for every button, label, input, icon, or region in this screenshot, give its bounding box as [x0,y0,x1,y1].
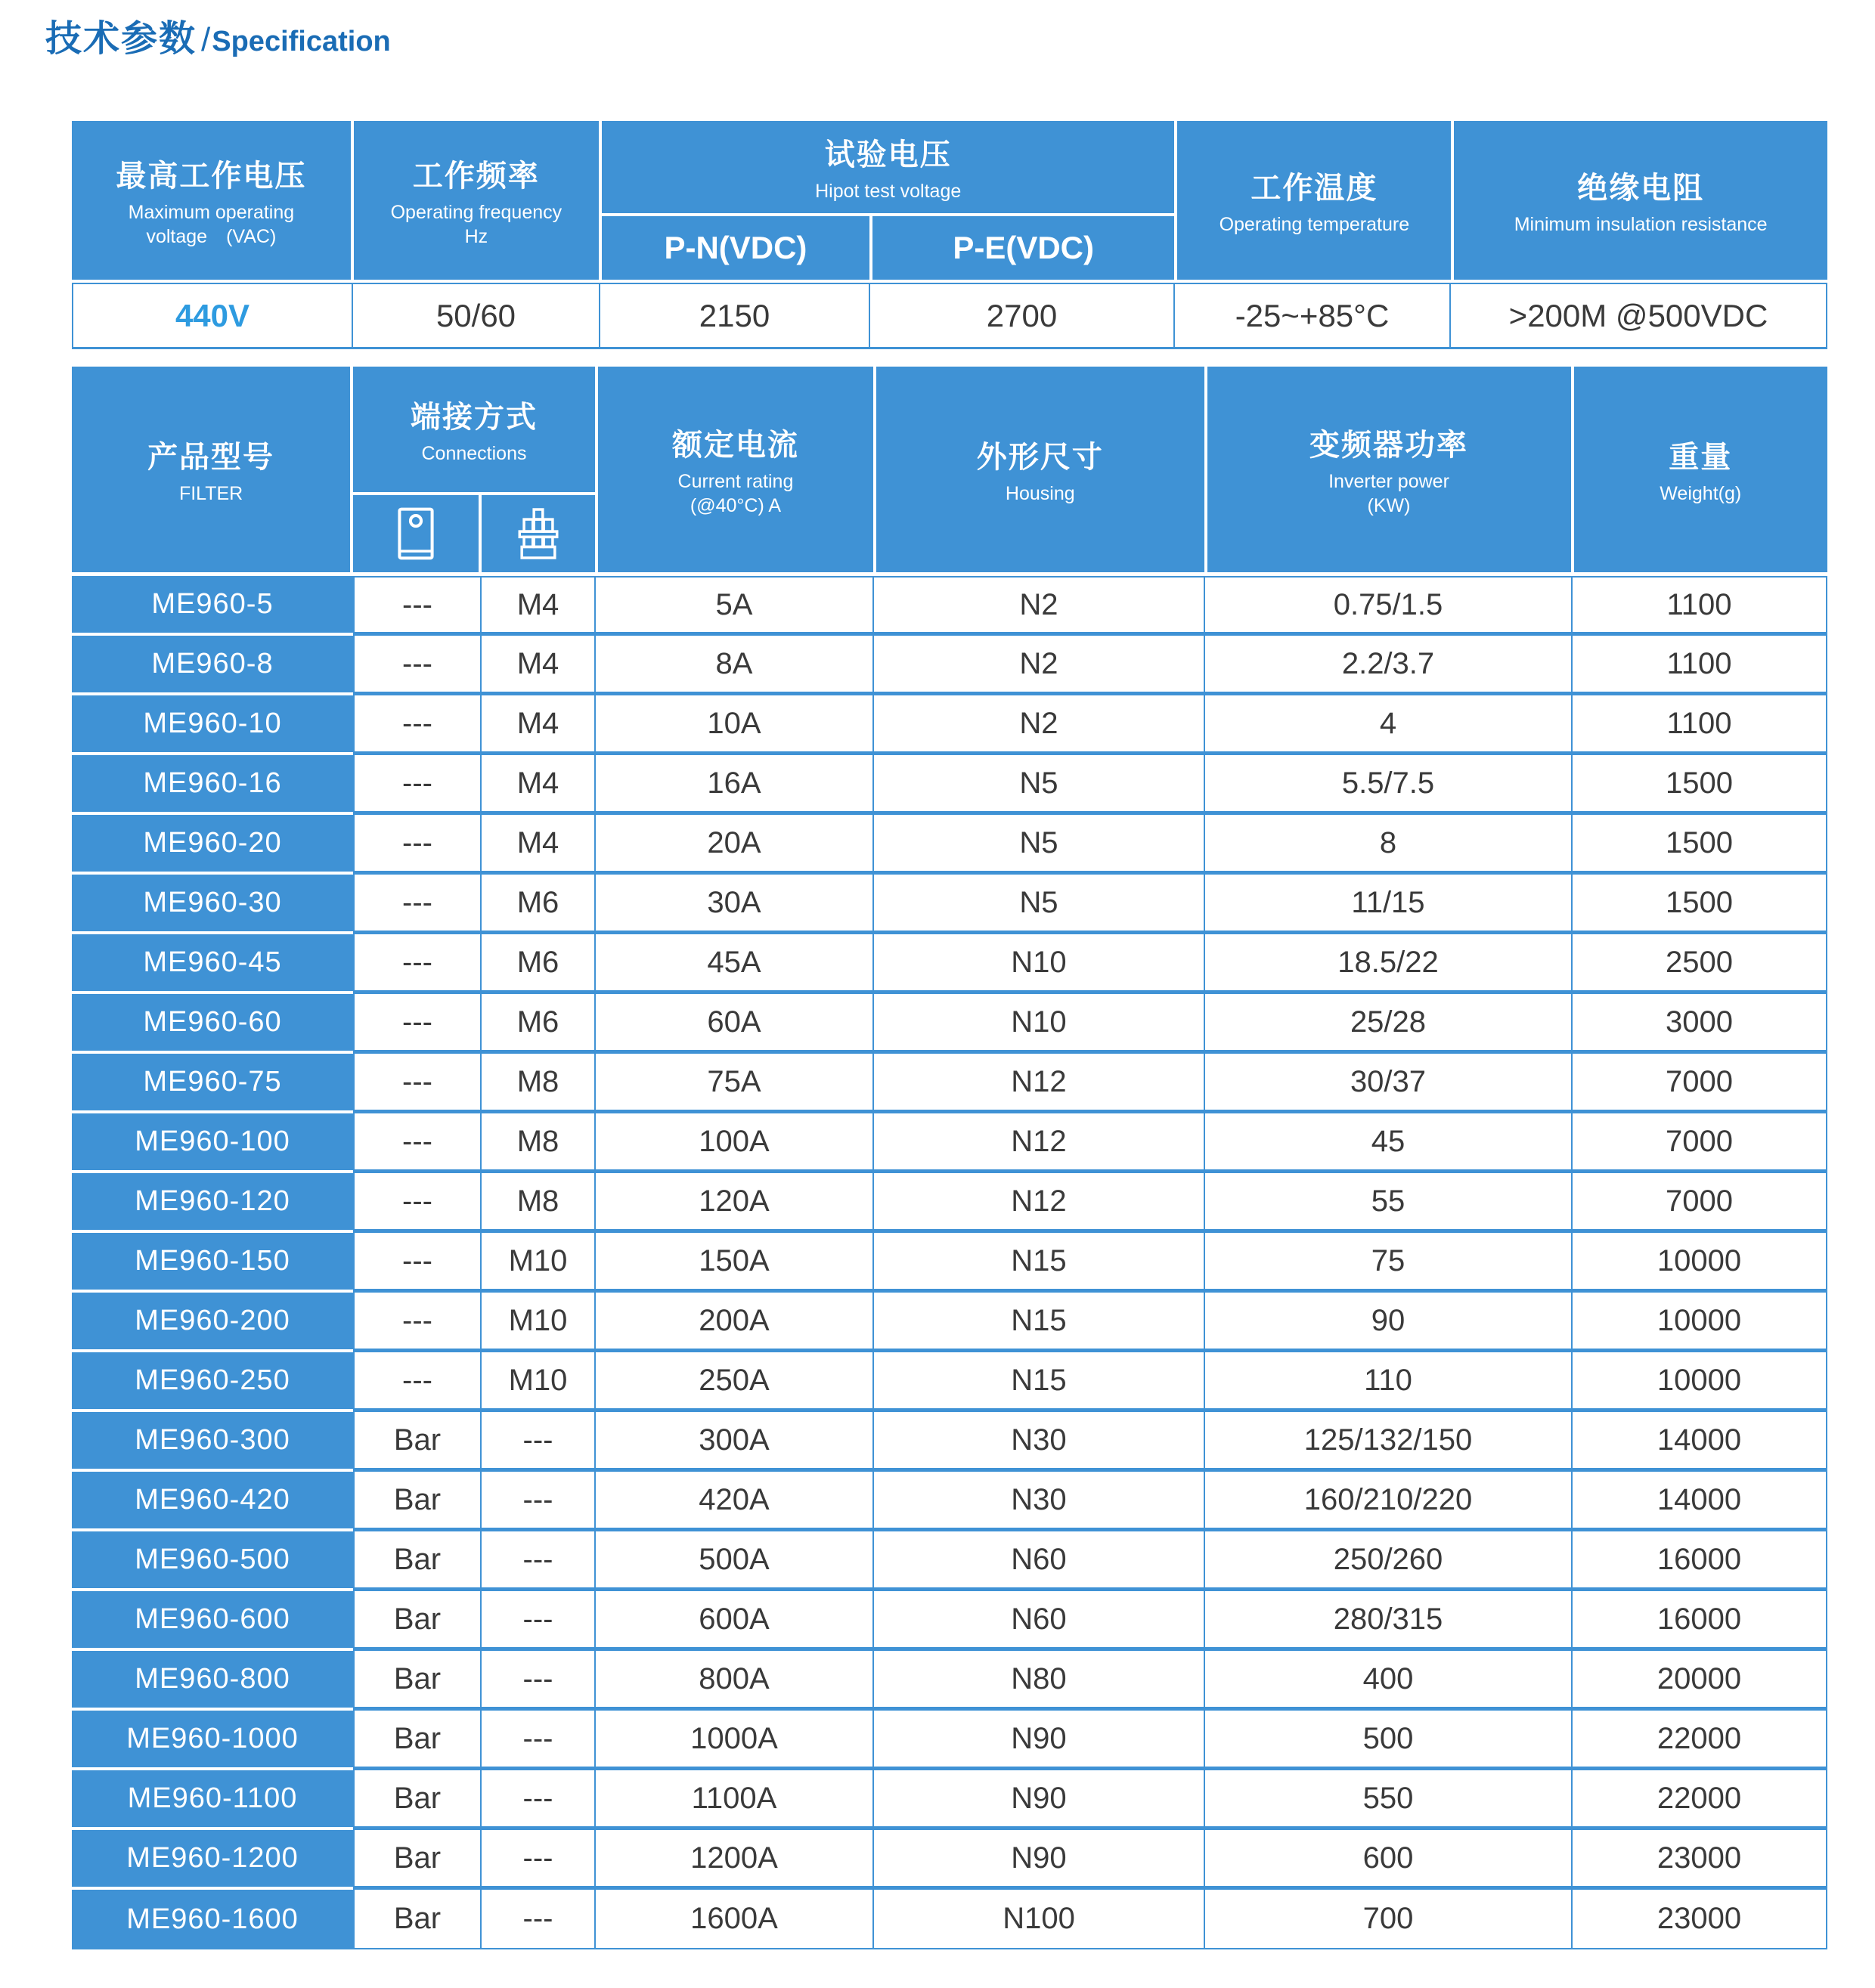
table-row [72,1113,1827,1173]
value-max-voltage: 440V [72,283,353,349]
table-row [72,1830,1827,1890]
power-cell: 8 [1204,815,1571,875]
model-cell: ME960-250 [72,1352,353,1412]
header-model: 产品型号 FILTER [72,367,350,572]
power-cell: 30/37 [1204,1054,1571,1113]
weight-cell: 22000 [1571,1770,1827,1830]
connection-wire-cell: Bar [353,1531,480,1591]
connection-stud-cell: --- [480,1830,594,1890]
weight-cell: 7000 [1571,1113,1827,1173]
table-row [72,636,1827,695]
weight-cell: 2500 [1571,934,1827,994]
connection-stud-cell: M6 [480,934,594,994]
housing-cell: N12 [872,1173,1204,1233]
power-cell: 700 [1204,1890,1571,1949]
header-current: 额定电流 Current rating (@40°C) A [598,367,873,572]
weight-cell: 7000 [1571,1173,1827,1233]
weight-cell: 16000 [1571,1591,1827,1651]
weight-cell: 1500 [1571,815,1827,875]
weight-cell: 10000 [1571,1293,1827,1352]
current-cell: 1200A [594,1830,872,1890]
value-insulation: >200M @500VDC [1451,283,1827,349]
connection-wire-cell: Bar [353,1412,480,1472]
model-cell: ME960-1100 [72,1770,353,1830]
housing-cell: N10 [872,994,1204,1054]
connection-wire-cell: --- [353,576,480,636]
model-cell: ME960-45 [72,934,353,994]
housing-cell: N2 [872,576,1204,636]
power-cell: 5.5/7.5 [1204,755,1571,815]
connection-wire-cell: --- [353,1054,480,1113]
housing-cell: N60 [872,1531,1204,1591]
housing-cell: N60 [872,1591,1204,1651]
power-cell: 0.75/1.5 [1204,576,1571,636]
table-row [72,576,1827,636]
model-cell: ME960-1200 [72,1830,353,1890]
weight-cell: 10000 [1571,1233,1827,1293]
weight-cell: 22000 [1571,1711,1827,1770]
current-cell: 120A [594,1173,872,1233]
housing-cell: N80 [872,1651,1204,1711]
housing-cell: N100 [872,1890,1204,1949]
housing-cell: N30 [872,1472,1204,1531]
weight-cell: 14000 [1571,1412,1827,1472]
power-cell: 250/260 [1204,1531,1571,1591]
connection-wire-cell: --- [353,1352,480,1412]
weight-cell: 14000 [1571,1472,1827,1531]
power-cell: 11/15 [1204,875,1571,934]
table-row [72,1531,1827,1591]
model-cell: ME960-600 [72,1591,353,1651]
housing-cell: N15 [872,1352,1204,1412]
connection-stud-cell: M4 [480,636,594,695]
model-table [72,367,1827,1949]
connection-stud-cell: M10 [480,1293,594,1352]
value-temperature: -25~+85°C [1175,283,1451,349]
power-cell: 4 [1204,695,1571,755]
model-cell: ME960-1000 [72,1711,353,1770]
power-cell: 25/28 [1204,994,1571,1054]
connection-stud-cell: M8 [480,1054,594,1113]
current-cell: 8A [594,636,872,695]
model-cell: ME960-120 [72,1173,353,1233]
current-cell: 30A [594,875,872,934]
connection-wire-cell: --- [353,934,480,994]
model-cell: ME960-100 [72,1113,353,1173]
header-frequency: 工作频率 Operating frequency Hz [354,121,599,280]
table-row [72,875,1827,934]
model-cell: ME960-30 [72,875,353,934]
housing-cell: N2 [872,695,1204,755]
housing-cell: N15 [872,1233,1204,1293]
power-cell: 125/132/150 [1204,1412,1571,1472]
power-cell: 90 [1204,1293,1571,1352]
header-connections: 端接方式 Connections [353,367,595,492]
connection-stud-cell: --- [480,1412,594,1472]
connection-stud-cell: --- [480,1890,594,1949]
model-cell: ME960-300 [72,1412,353,1472]
model-cell: ME960-420 [72,1472,353,1531]
current-cell: 500A [594,1531,872,1591]
header-power: 变频器功率 Inverter power (KW) [1207,367,1571,572]
power-cell: 500 [1204,1711,1571,1770]
connection-wire-cell: Bar [353,1770,480,1830]
header-housing: 外形尺寸 Housing [876,367,1204,572]
weight-cell: 23000 [1571,1830,1827,1890]
current-cell: 60A [594,994,872,1054]
table-row [72,1412,1827,1472]
model-cell: ME960-60 [72,994,353,1054]
current-cell: 150A [594,1233,872,1293]
connection-wire-cell: --- [353,1233,480,1293]
model-cell: ME960-75 [72,1054,353,1113]
header-insulation: 绝缘电阻 Minimum insulation resistance [1454,121,1827,280]
current-cell: 5A [594,576,872,636]
connection-stud-cell: M6 [480,875,594,934]
housing-cell: N5 [872,875,1204,934]
current-cell: 75A [594,1054,872,1113]
power-cell: 280/315 [1204,1591,1571,1651]
connection-stud-cell: M4 [480,755,594,815]
housing-cell: N10 [872,934,1204,994]
connection-stud-cell: --- [480,1711,594,1770]
weight-cell: 16000 [1571,1531,1827,1591]
ratings-table-header [72,121,1827,280]
housing-cell: N12 [872,1054,1204,1113]
table-row [72,1890,1827,1949]
connection-wire-cell: --- [353,994,480,1054]
connection-wire-cell: --- [353,1173,480,1233]
model-cell: ME960-200 [72,1293,353,1352]
power-cell: 2.2/3.7 [1204,636,1571,695]
table-row [72,755,1827,815]
stud-terminal-icon [482,495,594,572]
housing-cell: N2 [872,636,1204,695]
connection-stud-cell: M10 [480,1233,594,1293]
table-row [72,1711,1827,1770]
connection-wire-cell: Bar [353,1591,480,1651]
connection-stud-cell: --- [480,1770,594,1830]
weight-cell: 10000 [1571,1352,1827,1412]
power-cell: 600 [1204,1830,1571,1890]
page-title-en: Specification [212,26,391,57]
model-cell: ME960-16 [72,755,353,815]
connection-stud-cell: M8 [480,1173,594,1233]
connection-stud-cell: M4 [480,576,594,636]
current-cell: 420A [594,1472,872,1531]
connection-stud-cell: M4 [480,695,594,755]
current-cell: 600A [594,1591,872,1651]
connection-wire-cell: Bar [353,1890,480,1949]
header-hipot-pn: P-N(VDC) [602,216,869,280]
weight-cell: 20000 [1571,1651,1827,1711]
header-hipot-pe: P-E(VDC) [872,216,1175,280]
model-cell: ME960-10 [72,695,353,755]
connection-wire-cell: Bar [353,1830,480,1890]
weight-cell: 1100 [1571,576,1827,636]
power-cell: 400 [1204,1651,1571,1711]
wire-terminal-icon [353,495,479,572]
weight-cell: 3000 [1571,994,1827,1054]
table-row [72,815,1827,875]
ratings-values-row [72,283,1827,349]
page-title [45,9,391,61]
current-cell: 100A [594,1113,872,1173]
housing-cell: N15 [872,1293,1204,1352]
current-cell: 10A [594,695,872,755]
power-cell: 550 [1204,1770,1571,1830]
model-cell: ME960-800 [72,1651,353,1711]
power-cell: 18.5/22 [1204,934,1571,994]
value-frequency: 50/60 [353,283,600,349]
header-temperature: 工作温度 Operating temperature [1177,121,1451,280]
current-cell: 200A [594,1293,872,1352]
connection-stud-cell: --- [480,1531,594,1591]
power-cell: 110 [1204,1352,1571,1412]
connection-stud-cell: M4 [480,815,594,875]
current-cell: 16A [594,755,872,815]
connection-wire-cell: --- [353,636,480,695]
connection-stud-cell: --- [480,1591,594,1651]
housing-cell: N30 [872,1412,1204,1472]
table-row [72,1293,1827,1352]
power-cell: 160/210/220 [1204,1472,1571,1531]
page-title-cn: 技术参数 [45,19,197,59]
connection-stud-cell: M8 [480,1113,594,1173]
connection-stud-cell: --- [480,1472,594,1531]
housing-cell: N90 [872,1711,1204,1770]
table-row [72,1054,1827,1113]
weight-cell: 7000 [1571,1054,1827,1113]
connection-wire-cell: --- [353,1113,480,1173]
power-cell: 55 [1204,1173,1571,1233]
connection-wire-cell: Bar [353,1711,480,1770]
weight-cell: 23000 [1571,1890,1827,1949]
model-table-header [72,367,1827,572]
connection-wire-cell: --- [353,695,480,755]
weight-cell: 1500 [1571,755,1827,815]
header-weight: 重量 Weight(g) [1574,367,1828,572]
value-hipot-pe: 2700 [870,283,1175,349]
model-table-body [72,576,1827,1949]
model-cell: ME960-1600 [72,1890,353,1949]
model-cell: ME960-8 [72,636,353,695]
current-cell: 300A [594,1412,872,1472]
table-row [72,1651,1827,1711]
weight-cell: 1100 [1571,695,1827,755]
weight-cell: 1100 [1571,636,1827,695]
table-row [72,695,1827,755]
table-row [72,1352,1827,1412]
weight-cell: 1500 [1571,875,1827,934]
connection-wire-cell: Bar [353,1651,480,1711]
housing-cell: N90 [872,1830,1204,1890]
table-row [72,1591,1827,1651]
table-row [72,934,1827,994]
connection-wire-cell: Bar [353,1472,480,1531]
model-cell: ME960-20 [72,815,353,875]
connection-wire-cell: --- [353,1293,480,1352]
current-cell: 1100A [594,1770,872,1830]
header-max-voltage: 最高工作电压 Maximum operating voltage (VAC) [72,121,351,280]
current-cell: 1000A [594,1711,872,1770]
connection-wire-cell: --- [353,875,480,934]
housing-cell: N90 [872,1770,1204,1830]
model-cell: ME960-5 [72,576,353,636]
value-hipot-pn: 2150 [600,283,870,349]
current-cell: 250A [594,1352,872,1412]
table-row [72,1770,1827,1830]
connection-wire-cell: --- [353,815,480,875]
table-row [72,1233,1827,1293]
housing-cell: N12 [872,1113,1204,1173]
housing-cell: N5 [872,755,1204,815]
ratings-table [72,121,1827,349]
table-row [72,994,1827,1054]
power-cell: 45 [1204,1113,1571,1173]
table-row [72,1472,1827,1531]
current-cell: 800A [594,1651,872,1711]
current-cell: 1600A [594,1890,872,1949]
housing-cell: N5 [872,815,1204,875]
connection-wire-cell: --- [353,755,480,815]
connection-stud-cell: --- [480,1651,594,1711]
model-cell: ME960-150 [72,1233,353,1293]
connection-stud-cell: M10 [480,1352,594,1412]
power-cell: 75 [1204,1233,1571,1293]
model-cell: ME960-500 [72,1531,353,1591]
header-hipot: 试验电压 Hipot test voltage [602,121,1174,213]
current-cell: 20A [594,815,872,875]
current-cell: 45A [594,934,872,994]
page-title-separator: / [201,21,211,58]
table-row [72,1173,1827,1233]
connection-stud-cell: M6 [480,994,594,1054]
